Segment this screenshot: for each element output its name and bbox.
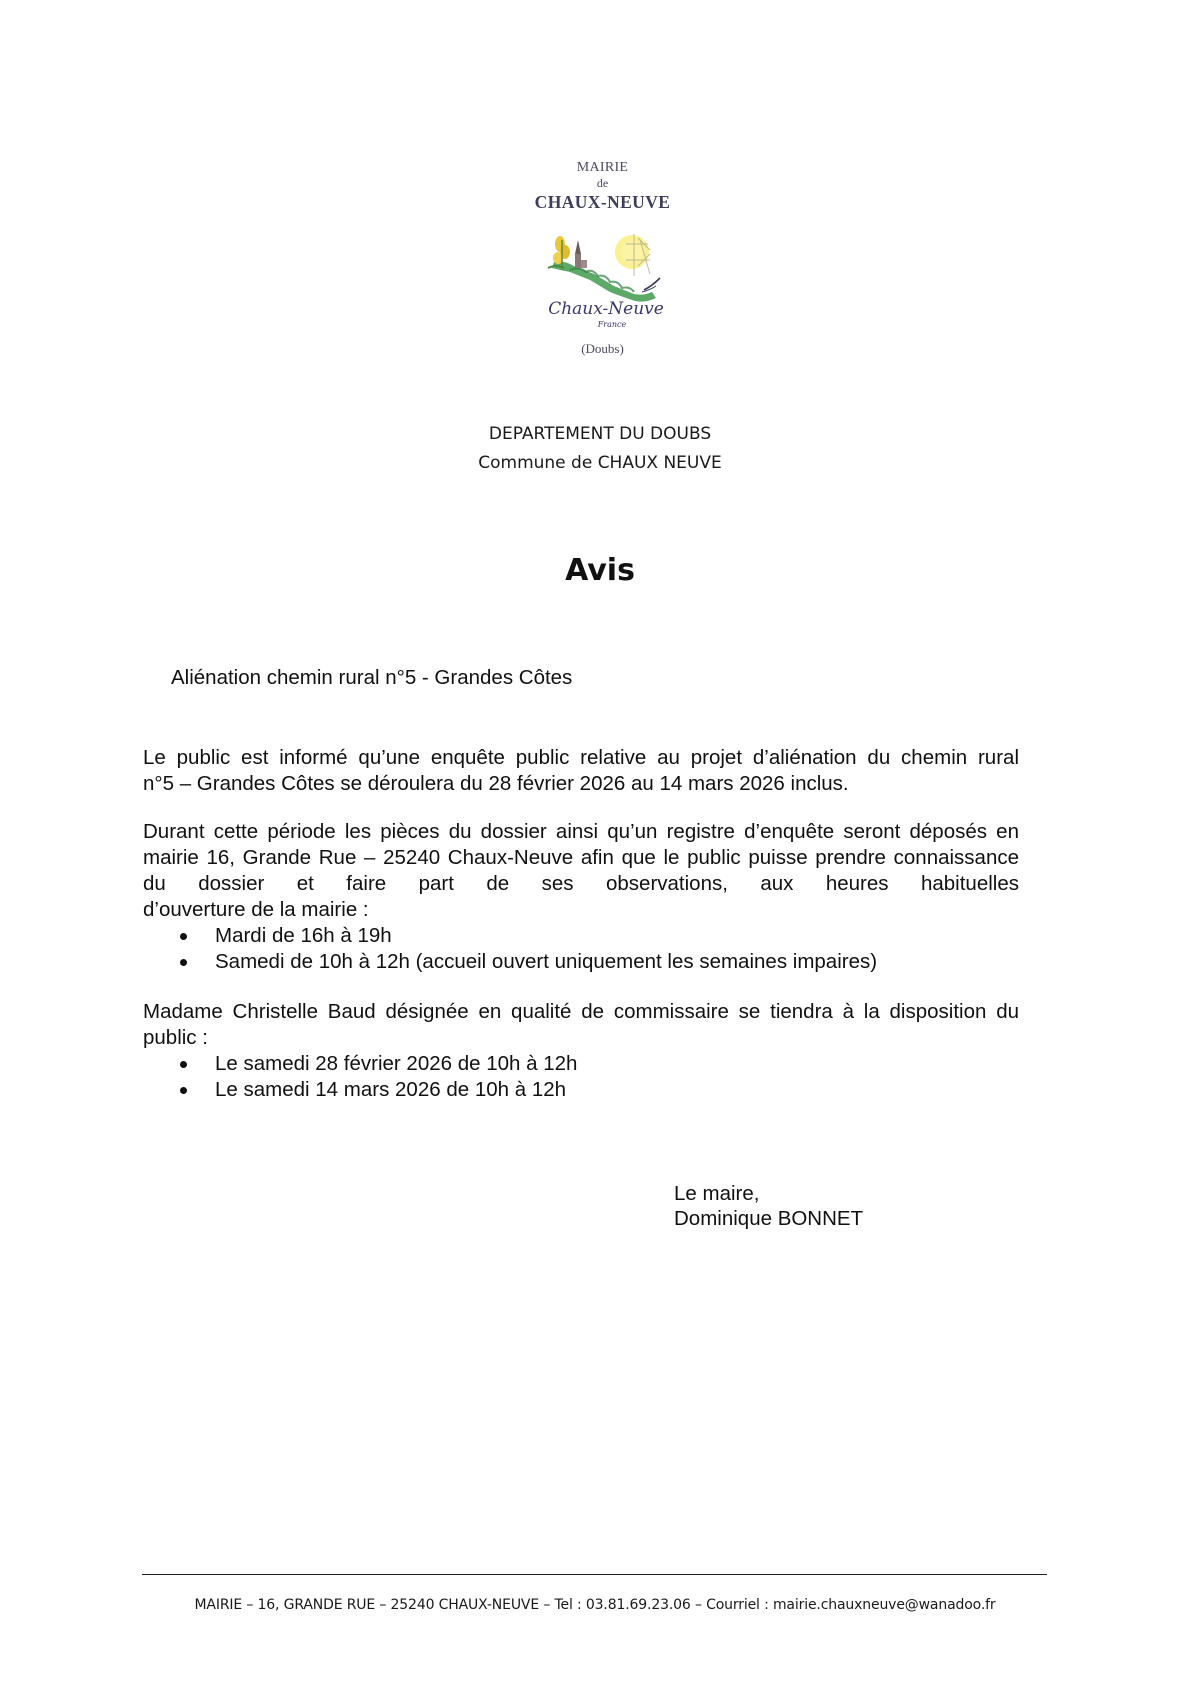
letterhead <box>480 160 725 213</box>
list-item-text: Samedi de 10h à 12h (accueil ouvert uniquement les semaines impaires) <box>215 950 878 973</box>
logo-script-text: Chaux-Neuve <box>548 299 664 319</box>
department-block <box>300 420 900 478</box>
page-title: Avis <box>565 553 635 588</box>
list-item <box>143 923 1019 949</box>
paragraph-enquiry-dates <box>143 745 1019 797</box>
list-item <box>143 1077 1019 1103</box>
paragraph-text: Durant cette période les pièces du dossier ainsi qu’un registre d’enquête seront déposés en mairie 16, Grande Rue – 25240 Chaux-Neuve afin que le public puisse prendre connaissance du dossier et faire part de ses observations, aux heures habituelles <box>143 820 1019 895</box>
signature-block <box>674 1181 863 1231</box>
commune-name: Commune de CHAUX NEUVE <box>478 453 722 473</box>
footer-divider <box>142 1574 1047 1575</box>
paragraph-text-last-line: d’ouverture de la mairie : <box>143 898 369 921</box>
hedge-icon <box>552 262 656 302</box>
signature-name: Dominique BONNET <box>674 1207 864 1230</box>
list-item <box>143 949 1019 975</box>
commissioner-dates-list <box>143 1051 1019 1103</box>
paragraph-text: Le public est informé qu’une enquête public relative au projet d’aliénation du chemin rural <box>143 746 1019 769</box>
opening-hours-list <box>143 923 1019 975</box>
department-name: DEPARTEMENT DU DOUBS <box>488 424 712 444</box>
church-icon <box>575 240 587 268</box>
letterhead-commune: CHAUX-NEUVE <box>534 192 671 212</box>
chaux-neuve-logo-icon <box>540 230 670 330</box>
bullet-icon <box>180 959 187 966</box>
bullet-icon <box>180 933 187 940</box>
bullet-icon <box>180 1061 187 1068</box>
paragraph-text-last-line: public : <box>143 1026 208 1049</box>
logo-country-text: France <box>597 320 627 329</box>
footer-contact: MAIRIE – 16, GRANDE RUE – 25240 CHAUX-NEUVE – Tel : 03.81.69.23.06 – Courriel : mairie.chauxneuve@wanadoo.fr <box>194 1597 996 1613</box>
list-item-text: Le samedi 28 février 2026 de 10h à 12h <box>215 1052 578 1075</box>
bullet-icon <box>180 1087 187 1094</box>
list-item-text: Le samedi 14 mars 2026 de 10h à 12h <box>215 1078 567 1101</box>
letterhead-mairie: MAIRIE <box>576 160 629 175</box>
paragraph-text: Madame Christelle Baud désignée en qualité de commissaire se tiendra à la disposition du <box>143 1000 1019 1023</box>
letterhead-department: (Doubs) <box>581 341 624 356</box>
list-item-text: Mardi de 16h à 19h <box>215 924 392 947</box>
paragraph-commissioner <box>143 999 1019 1103</box>
paragraph-dossier-location <box>143 819 1019 975</box>
paragraph-text-last-line: n°5 – Grandes Côtes se déroulera du 28 février 2026 au 14 mars 2026 inclus. <box>143 772 849 795</box>
letterhead-de: de <box>596 176 609 190</box>
signature-role: Le maire, <box>674 1182 760 1205</box>
list-item <box>143 1051 1019 1077</box>
notice-subject: Aliénation chemin rural n°5 - Grandes Côtes <box>171 666 573 689</box>
